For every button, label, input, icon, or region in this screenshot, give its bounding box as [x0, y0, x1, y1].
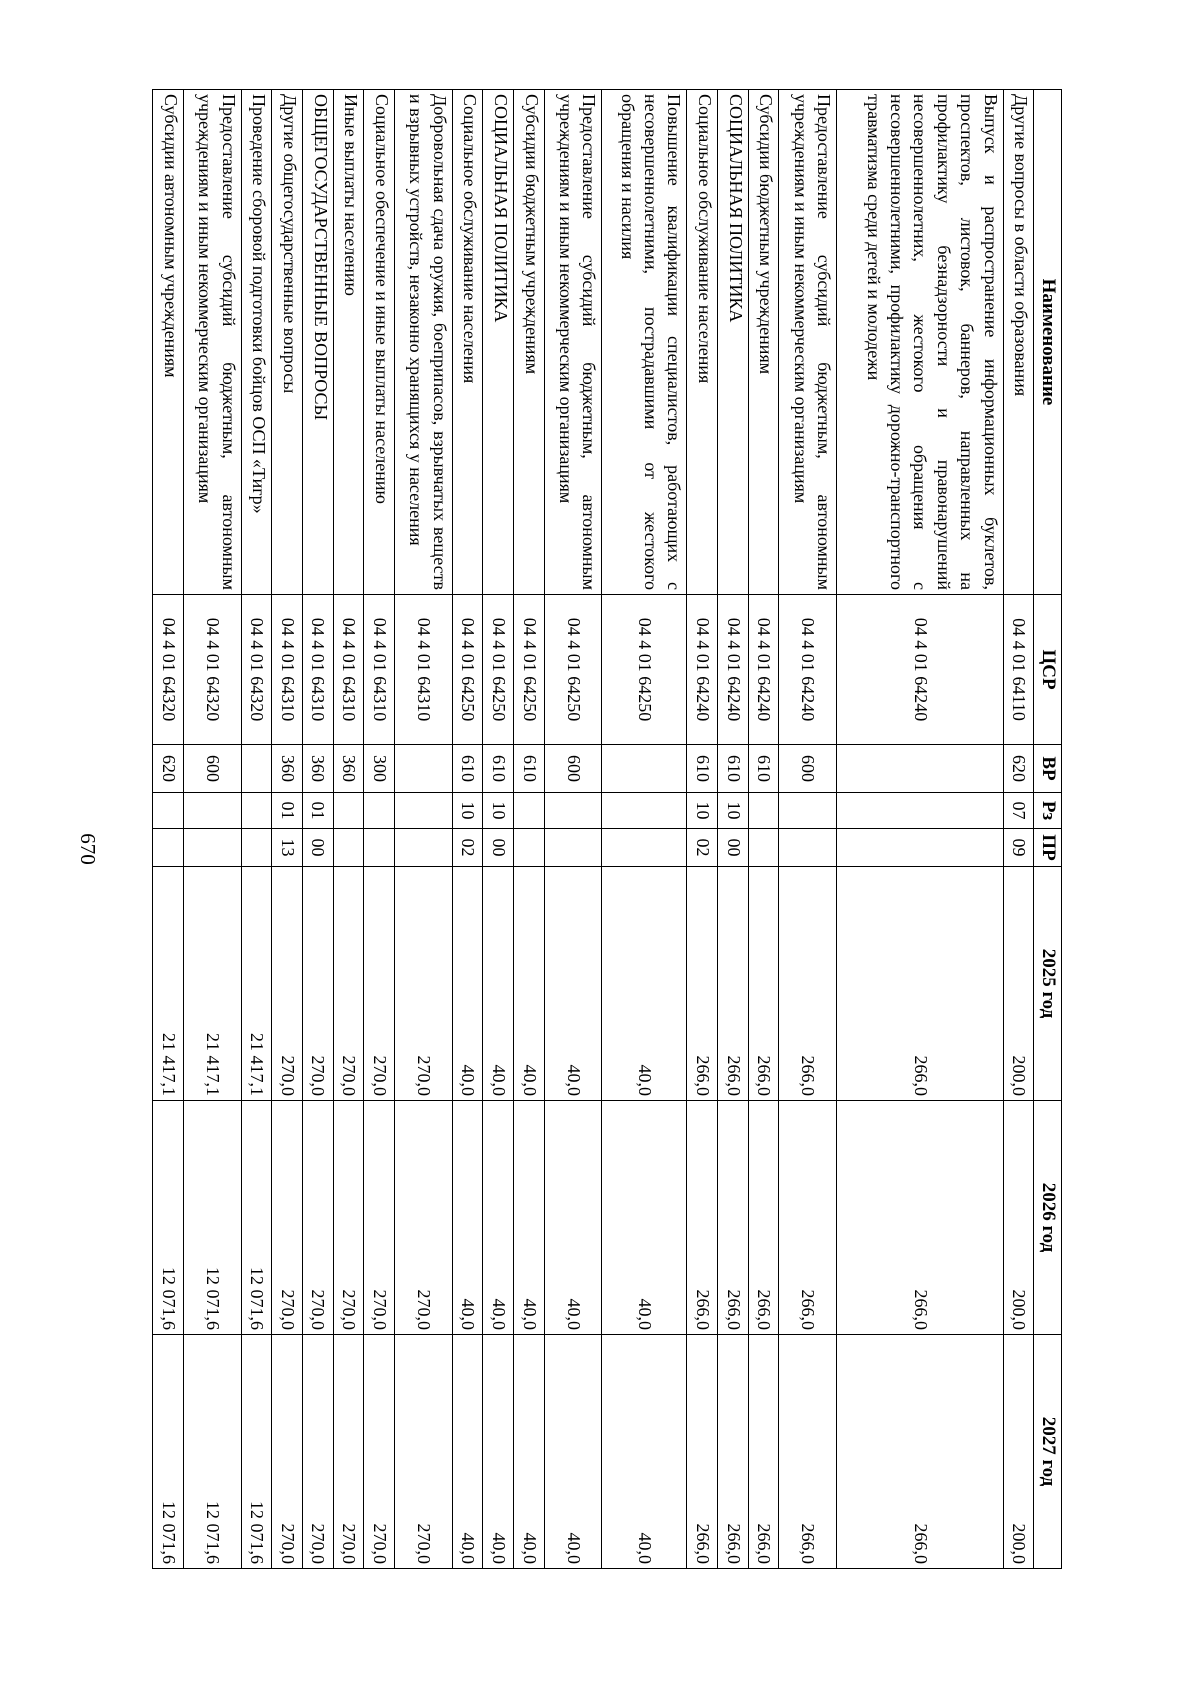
- row-csr: 04 4 01 64250: [483, 595, 514, 745]
- row-2027: 266,0: [718, 1335, 749, 1569]
- row-csr: 04 4 01 64310: [302, 595, 333, 745]
- row-name: Предоставление субсидий бюджетным, автономным учреждениям и иным некоммерческим организациям: [544, 90, 602, 595]
- row-2025: 40,0: [452, 867, 483, 1101]
- row-rz: [837, 793, 1004, 829]
- row-2026: 266,0: [837, 1101, 1004, 1335]
- row-csr: 04 4 01 64250: [514, 595, 545, 745]
- row-2025: 21 417,1: [241, 867, 272, 1101]
- row-2026: 270,0: [364, 1101, 395, 1335]
- row-vr: 360: [272, 745, 303, 793]
- row-rz: [602, 793, 687, 829]
- row-pr: [241, 829, 272, 867]
- header-2026: 2026 год: [1034, 1101, 1062, 1335]
- row-csr: 04 4 01 64310: [364, 595, 395, 745]
- row-2026: 270,0: [333, 1101, 364, 1335]
- row-2025: 21 417,1: [183, 867, 241, 1101]
- row-rz: 10: [483, 793, 514, 829]
- row-name: Социальное обслуживание населения: [452, 90, 483, 595]
- row-2026: 270,0: [394, 1101, 452, 1335]
- row-pr: [779, 829, 837, 867]
- row-2025: 266,0: [779, 867, 837, 1101]
- row-rz: 10: [687, 793, 718, 829]
- row-2027: 270,0: [364, 1335, 395, 1569]
- row-2025: 270,0: [394, 867, 452, 1101]
- row-csr: 04 4 01 64310: [394, 595, 452, 745]
- row-2025: 266,0: [837, 867, 1004, 1101]
- row-pr: [837, 829, 1004, 867]
- row-rz: [364, 793, 395, 829]
- row-csr: 04 4 01 64250: [544, 595, 602, 745]
- row-rz: 01: [302, 793, 333, 829]
- row-2025: 266,0: [687, 867, 718, 1101]
- row-vr: 620: [1003, 745, 1034, 793]
- row-name: Другие вопросы в области образования: [1003, 90, 1034, 595]
- table-row: [483, 90, 514, 1569]
- row-2027: 270,0: [333, 1335, 364, 1569]
- row-rz: 10: [452, 793, 483, 829]
- row-vr: 610: [718, 745, 749, 793]
- row-csr: 04 4 01 64320: [183, 595, 241, 745]
- header-name: Наименование: [1034, 90, 1062, 595]
- row-2027: 12 071,6: [153, 1335, 184, 1569]
- row-name: Добровольная сдача оружия, боеприпасов, взрывчатых веществ и взрывных устройств, незаконно хранящихся у населения: [394, 90, 452, 595]
- row-csr: 04 4 01 64240: [779, 595, 837, 745]
- row-vr: [241, 745, 272, 793]
- row-vr: 360: [333, 745, 364, 793]
- row-2027: 40,0: [514, 1335, 545, 1569]
- header-csr: ЦСР: [1034, 595, 1062, 745]
- row-2026: 12 071,6: [183, 1101, 241, 1335]
- row-name: СОЦИАЛЬНАЯ ПОЛИТИКА: [718, 90, 749, 595]
- row-csr: 04 4 01 64320: [153, 595, 184, 745]
- table-row: [241, 90, 272, 1569]
- row-vr: 300: [364, 745, 395, 793]
- row-name: СОЦИАЛЬНАЯ ПОЛИТИКА: [483, 90, 514, 595]
- row-rz: [333, 793, 364, 829]
- row-rz: 10: [718, 793, 749, 829]
- row-2026: 266,0: [748, 1101, 779, 1335]
- row-2027: 40,0: [544, 1335, 602, 1569]
- row-rz: [153, 793, 184, 829]
- row-2025: 40,0: [483, 867, 514, 1101]
- row-2027: 266,0: [779, 1335, 837, 1569]
- header-vr: ВР: [1034, 745, 1062, 793]
- row-2026: 266,0: [779, 1101, 837, 1335]
- row-name: Субсидии автономным учреждениям: [153, 90, 184, 595]
- row-name: Повышение квалификации специалистов, работающих с несовершеннолетними, пострадавшими от жестокого обращения и насилия: [602, 90, 687, 595]
- row-rz: [514, 793, 545, 829]
- row-2027: 12 071,6: [183, 1335, 241, 1569]
- row-name: Предоставление субсидий бюджетным, автономным учреждениям и иным некоммерческим организациям: [183, 90, 241, 595]
- row-2025: 270,0: [272, 867, 303, 1101]
- row-2025: 270,0: [302, 867, 333, 1101]
- row-2025: 40,0: [514, 867, 545, 1101]
- table-row: [302, 90, 333, 1569]
- row-csr: 04 4 01 64250: [602, 595, 687, 745]
- table-row: [687, 90, 718, 1569]
- table-row: [333, 90, 364, 1569]
- row-2025: 266,0: [718, 867, 749, 1101]
- row-name: Социальное обеспечение и иные выплаты населению: [364, 90, 395, 595]
- table-row: [837, 90, 1004, 1569]
- row-vr: 360: [302, 745, 333, 793]
- row-2027: 266,0: [837, 1335, 1004, 1569]
- table-row: [364, 90, 395, 1569]
- row-2027: 40,0: [602, 1335, 687, 1569]
- row-2027: 266,0: [748, 1335, 779, 1569]
- row-rz: [241, 793, 272, 829]
- row-2026: 40,0: [544, 1101, 602, 1335]
- table-body: [153, 90, 1034, 1569]
- row-csr: 04 4 01 64320: [241, 595, 272, 745]
- row-2027: 270,0: [272, 1335, 303, 1569]
- table-row: [183, 90, 241, 1569]
- row-2025: 40,0: [602, 867, 687, 1101]
- row-vr: 600: [183, 745, 241, 793]
- row-pr: 02: [687, 829, 718, 867]
- row-pr: [602, 829, 687, 867]
- row-csr: 04 4 01 64110: [1003, 595, 1034, 745]
- row-2026: 12 071,6: [153, 1101, 184, 1335]
- row-2026: 40,0: [483, 1101, 514, 1335]
- row-rz: [394, 793, 452, 829]
- row-pr: 13: [272, 829, 303, 867]
- table-row: [544, 90, 602, 1569]
- row-name: Субсидии бюджетным учреждениям: [514, 90, 545, 595]
- table-header-row: [1034, 90, 1062, 1569]
- row-rz: [183, 793, 241, 829]
- row-name: Выпуск и распространение информационных буклетов, проспектов, листовок, баннеров, направленных на профилактику безнадзорности и правонарушений несовершеннолетних, жестокого обращения с несовершеннолетними, профилактику дорожно-транспортного травматизма среди детей и молодежи: [837, 90, 1004, 595]
- row-name: Другие общегосударственные вопросы: [272, 90, 303, 595]
- row-name: Социальное обслуживание населения: [687, 90, 718, 595]
- page-number: 670: [76, 833, 100, 865]
- budget-table: [152, 89, 1062, 1569]
- header-2027: 2027 год: [1034, 1335, 1062, 1569]
- row-csr: 04 4 01 64240: [687, 595, 718, 745]
- table-row: [602, 90, 687, 1569]
- table-row: [718, 90, 749, 1569]
- row-vr: 610: [514, 745, 545, 793]
- row-csr: 04 4 01 64310: [272, 595, 303, 745]
- row-2025: 266,0: [748, 867, 779, 1101]
- row-vr: 600: [544, 745, 602, 793]
- row-vr: [394, 745, 452, 793]
- header-pr: ПР: [1034, 829, 1062, 867]
- row-csr: 04 4 01 64250: [452, 595, 483, 745]
- row-rz: [544, 793, 602, 829]
- row-pr: [748, 829, 779, 867]
- table-row: [153, 90, 184, 1569]
- row-rz: [779, 793, 837, 829]
- row-name: Иные выплаты населению: [333, 90, 364, 595]
- row-csr: 04 4 01 64240: [748, 595, 779, 745]
- row-rz: 01: [272, 793, 303, 829]
- row-2027: 40,0: [452, 1335, 483, 1569]
- row-pr: [394, 829, 452, 867]
- row-pr: [514, 829, 545, 867]
- table-row: [452, 90, 483, 1569]
- row-2027: 270,0: [302, 1335, 333, 1569]
- row-2027: 200,0: [1003, 1335, 1034, 1569]
- row-pr: [153, 829, 184, 867]
- row-vr: [602, 745, 687, 793]
- row-name: Субсидии бюджетным учреждениям: [748, 90, 779, 595]
- row-pr: 09: [1003, 829, 1034, 867]
- row-2025: 270,0: [364, 867, 395, 1101]
- row-2026: 270,0: [272, 1101, 303, 1335]
- row-2026: 200,0: [1003, 1101, 1034, 1335]
- row-2026: 40,0: [452, 1101, 483, 1335]
- row-2027: 266,0: [687, 1335, 718, 1569]
- table-row: [394, 90, 452, 1569]
- row-2025: 40,0: [544, 867, 602, 1101]
- row-pr: [333, 829, 364, 867]
- row-name: Проведение сборовой подготовки бойцов ОСП «Тигр»: [241, 90, 272, 595]
- table-row: [748, 90, 779, 1569]
- row-2026: 266,0: [718, 1101, 749, 1335]
- row-pr: [364, 829, 395, 867]
- row-vr: 600: [779, 745, 837, 793]
- row-2026: 40,0: [514, 1101, 545, 1335]
- row-2025: 270,0: [333, 867, 364, 1101]
- row-pr: 02: [452, 829, 483, 867]
- row-2026: 270,0: [302, 1101, 333, 1335]
- row-2026: 266,0: [687, 1101, 718, 1335]
- row-pr: 00: [302, 829, 333, 867]
- row-pr: [183, 829, 241, 867]
- rotated-table-container: [152, 89, 1062, 1569]
- row-2025: 21 417,1: [153, 867, 184, 1101]
- table-row: [779, 90, 837, 1569]
- row-2025: 200,0: [1003, 867, 1034, 1101]
- row-vr: 610: [452, 745, 483, 793]
- row-2026: 40,0: [602, 1101, 687, 1335]
- row-2027: 12 071,6: [241, 1335, 272, 1569]
- table-row: [514, 90, 545, 1569]
- row-2027: 270,0: [394, 1335, 452, 1569]
- row-pr: 00: [483, 829, 514, 867]
- row-csr: 04 4 01 64310: [333, 595, 364, 745]
- row-csr: 04 4 01 64240: [718, 595, 749, 745]
- row-vr: 610: [687, 745, 718, 793]
- row-csr: 04 4 01 64240: [837, 595, 1004, 745]
- row-name: Предоставление субсидий бюджетным, автономным учреждениям и иным некоммерческим организациям: [779, 90, 837, 595]
- row-2027: 40,0: [483, 1335, 514, 1569]
- row-vr: 620: [153, 745, 184, 793]
- row-pr: [544, 829, 602, 867]
- table-row: [272, 90, 303, 1569]
- row-name: ОБЩЕГОСУДАРСТВЕННЫЕ ВОПРОСЫ: [302, 90, 333, 595]
- header-2025: 2025 год: [1034, 867, 1062, 1101]
- row-rz: 07: [1003, 793, 1034, 829]
- row-vr: [837, 745, 1004, 793]
- row-pr: 00: [718, 829, 749, 867]
- header-rz: Рз: [1034, 793, 1062, 829]
- table-row: [1003, 90, 1034, 1569]
- row-vr: 610: [483, 745, 514, 793]
- row-2026: 12 071,6: [241, 1101, 272, 1335]
- row-rz: [748, 793, 779, 829]
- row-vr: 610: [748, 745, 779, 793]
